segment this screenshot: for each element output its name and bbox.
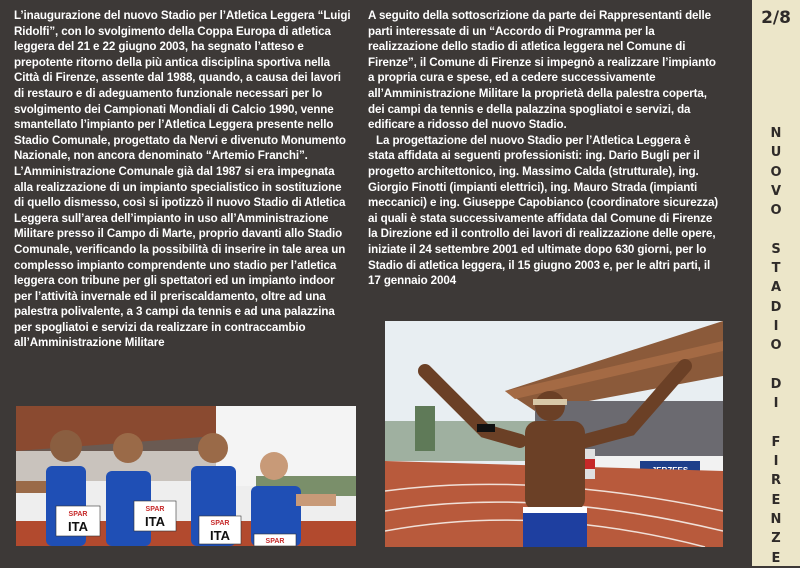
vertical-title-letter: E bbox=[771, 550, 781, 566]
vertical-title-letter: E bbox=[771, 492, 781, 508]
vertical-title-letter: R bbox=[770, 473, 781, 489]
vertical-title-letter: O bbox=[770, 203, 782, 219]
team-bib-1-ita: ITA bbox=[68, 519, 88, 534]
vertical-title-letter: N bbox=[770, 511, 782, 527]
athlete-photo-illustration bbox=[385, 321, 723, 547]
vertical-title-letter: Z bbox=[771, 531, 781, 547]
vertical-title-letter: S bbox=[771, 241, 781, 257]
team-photo bbox=[16, 406, 356, 546]
team-bib-4-spar: SPAR bbox=[265, 538, 285, 545]
vertical-title-letter: I bbox=[773, 454, 779, 470]
athlete-photo bbox=[385, 321, 723, 547]
team-bib-2-spar: SPAR bbox=[145, 506, 165, 513]
vertical-title-letter: I bbox=[773, 396, 779, 412]
team-bib-3-spar: SPAR bbox=[210, 520, 230, 527]
vertical-title-letter: V bbox=[770, 183, 782, 199]
right-column bbox=[368, 8, 720, 289]
team-bib-1-spar: SPAR bbox=[68, 511, 88, 518]
vertical-title-letter: D bbox=[770, 376, 782, 392]
vertical-title-letter: D bbox=[770, 299, 782, 315]
vertical-title-letter: A bbox=[770, 280, 782, 296]
vertical-title-letter: O bbox=[770, 164, 782, 180]
vertical-title-letter: T bbox=[771, 261, 781, 277]
right-paragraph-2: La progettazione del nuovo Stadio per l’Atletica Leggera è stata affidata ai seguenti professionisti: ing. Dario Bugli per il progetto architettonico, ing. Massimo Calda (strutturale), ing. Giorgio Finotti (impianti elettrici), ing. Mauro Strada (impianti meccanici) e ing. Giuseppe Capobianco (coordinatore sicurezza) ai quali è stata successivamente affidata dal Comune di Firenze la Direzione ed il controllo dei lavori di realizzazione delle opere, iniziate il 24 settembre 2001 ed ultimate dopo 630 giorni, per lo Stadio di atletica leggera, il 15 giugno 2003 e, per le altri parti, il 17 gennaio 2004 bbox=[368, 133, 719, 288]
vertical-title-letter: N bbox=[770, 126, 782, 141]
vertical-title-letter: O bbox=[770, 338, 782, 354]
right-paragraph-1: A seguito della sottoscrizione da parte dei Rappresentanti delle parti interessate di un “Accordo di Programma per la realizzazione dello stadio di atletica leggera nel Comune di Firenze”, il Comune di Firenze si impegnò a realizzare l’impianto a propria cura e spese, ed a cedere successivamente all’Amministrazione Militare la proprietà della palestra coperta, dei campi da tennis e della palazzina spogliatoi e servizi, da edificare a ridosso del nuovo Stadio. bbox=[368, 9, 716, 132]
left-paragraph: L’inaugurazione del nuovo Stadio per l’Atletica Leggera “Luigi Ridolfi”, con lo svolgimento della Coppa Europa di atletica leggera del 21 e 22 giugno 2003, ha segnato l’atteso e prepotente ritorno della più antica disciplina sportiva nella Città di Firenze, assente dal 1988, quando, a causa dei lavori di restauro e di adeguamento funzionale necessari per lo svolgimento dei Campionati Mondiali di Calcio 1990, venne smantellato l’impianto per l’Atletica Leggera presente nello Stadio Comunale, progettato da Nervi e divenuto Monumento Nazionale, non ancora denominato “Artemio Franchi”. L’Amministrazione Comunale già dal 1987 si era impegnata alla realizzazione di un impianto specialistico in sostituzione di quello dismesso, così si ipotizzò il nuovo Stadio di Atletica Leggera sull’area dell’impianto in uso all’Amministrazione Militare presso il Campo di Marte, proprio davanti allo Stadio Comunale, verificando la possibilità di inserire in tale area un complesso impianto comprendente uno stadio per l’atletica leggera con tribune per gli spettatori ed un impianto indoor per l’attività invernale ed il preriscaldamento, oltre ad una palestra polivalente, a 3 campi da tennis e ad una palazzina per spogliatoi e servizi da realizzare in contraccambio all’Amministrazione Militare bbox=[14, 9, 351, 350]
sidebar bbox=[752, 0, 800, 566]
vertical-title-letter: I bbox=[773, 318, 779, 334]
team-bib-3-ita: ITA bbox=[210, 528, 230, 543]
left-column bbox=[14, 8, 354, 351]
vertical-title-letter: F bbox=[771, 434, 781, 450]
vertical-title bbox=[752, 124, 800, 568]
vertical-title-letter: U bbox=[770, 145, 782, 161]
team-bib-2-ita: ITA bbox=[145, 514, 165, 529]
team-photo-illustration bbox=[16, 406, 356, 546]
page-number: 2/8 bbox=[761, 8, 791, 28]
